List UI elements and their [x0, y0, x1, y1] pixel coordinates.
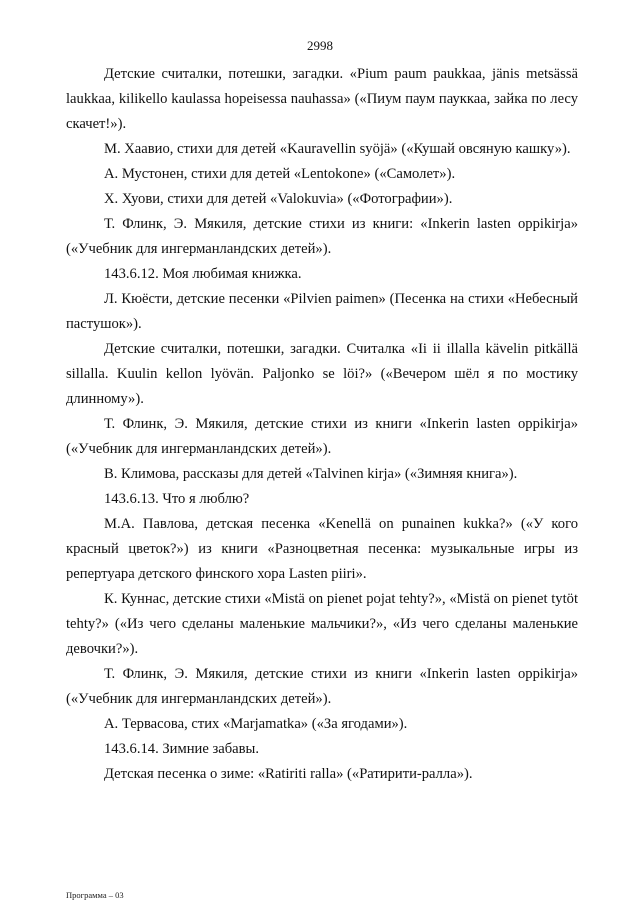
paragraph: Л. Кюёсти, детские песенки «Pilvien paimen» (Песенка на стихи «Небесный пастушок»). — [66, 291, 578, 332]
paragraph: Детские считалки, потешки, загадки. Считалка «Ii ii illalla kävelin pitkällä sillalla. Kuulin kellon lyövän. Paljonko se löi?» («Вечером шёл я по мостику длинному»). — [66, 341, 578, 407]
page-number: 2998 — [307, 38, 333, 53]
section-heading: 143.6.13. Что я люблю? — [104, 491, 250, 507]
section-heading: 143.6.12. Моя любимая книжка. — [104, 266, 302, 282]
paragraph: А. Тервасова, стих «Marjamatka» («За ягодами»). — [104, 716, 408, 732]
paragraph: Т. Флинк, Э. Мякиля, детские стихи из книги «Inkerin lasten oppikirja» («Учебник для ингерманландских детей»). — [66, 666, 578, 707]
paragraph: А. Мустонен, стихи для детей «Lentokone» («Самолет»). — [104, 166, 456, 182]
paragraph: Х. Хуови, стихи для детей «Valokuvia» («Фотографии»). — [104, 191, 453, 207]
section-heading: 143.6.14. Зимние забавы. — [104, 741, 259, 757]
page-footer: Программа – 03 — [66, 890, 124, 900]
document-body — [66, 62, 578, 787]
paragraph: К. Куннас, детские стихи «Mistä on pienet pojat tehty?», «Mistä on pienet tytöt tehty?» («Из чего сделаны маленькие мальчики?», «Из чего сделаны маленькие девочки?»). — [66, 591, 578, 657]
paragraph: В. Климова, рассказы для детей «Talvinen kirja» («Зимняя книга»). — [104, 466, 518, 482]
paragraph: М. Хаавио, стихи для детей «Kauravellin syöjä» («Кушай овсяную кашку»). — [104, 141, 571, 157]
paragraph: Детская песенка о зиме: «Ratiriti ralla» («Ратирити-ралла»). — [104, 766, 473, 782]
paragraph: М.А. Павлова, детская песенка «Kenellä on punainen kukka?» («У кого красный цветок?») из книги «Разноцветная песенка: музыкальные игры из репертуара детского финского хора Lasten piiri». — [66, 516, 578, 582]
paragraph: Детские считалки, потешки, загадки. «Pium paum paukkaa, jänis metsässä laukkaa, kilikello kaulassa hopeisessa nauhassa» («Пиум паум пауккаа, зайка по лесу скачет!»). — [66, 66, 578, 132]
paragraph: Т. Флинк, Э. Мякиля, детские стихи из книги: «Inkerin lasten oppikirja» («Учебник для ингерманландских детей»). — [66, 216, 578, 257]
paragraph: Т. Флинк, Э. Мякиля, детские стихи из книги «Inkerin lasten oppikirja» («Учебник для ингерманландских детей»). — [66, 416, 578, 457]
